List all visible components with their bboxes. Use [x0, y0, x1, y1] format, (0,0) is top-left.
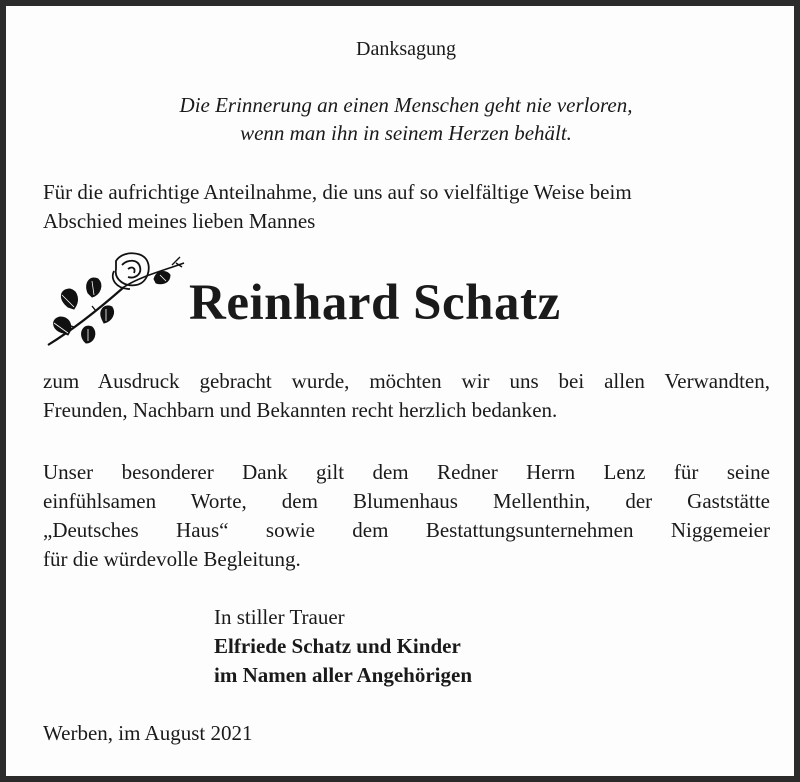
deceased-name: Reinhard Schatz — [189, 275, 561, 331]
special-line-2: einfühlsamen Worte, dem Blumenhaus Mellenthin, der Gaststätte — [43, 489, 770, 513]
quote-line-2: wenn man ihn in seinem Herzen behält. — [240, 121, 572, 145]
special-line-3: „Deutsches Haus“ sowie dem Bestattungsunternehmen Niggemeier — [43, 518, 770, 542]
thanks-line-1: zum Ausdruck gebracht wurde, möchten wir uns bei allen Verwandten, — [43, 369, 770, 393]
intro-line-2: Abschied meines lieben Mannes — [43, 209, 316, 233]
place-date: Werben, im August 2021 — [43, 721, 253, 745]
quote-line-1: Die Erinnerung an einen Menschen geht nie verloren, — [179, 93, 633, 117]
rose-icon — [44, 249, 190, 347]
thanks-line-2: Freunden, Nachbarn und Bekannten recht herzlich bedanken. — [43, 398, 558, 422]
special-line-1: Unser besonderer Dank gilt dem Redner Herrn Lenz für seine — [43, 460, 770, 484]
intro-line-1: Für die aufrichtige Anteilnahme, die uns auf so vielfältige Weise beim — [43, 180, 632, 204]
sign-line-2: Elfriede Schatz und Kinder — [214, 634, 461, 658]
notice-heading: Danksagung — [356, 38, 456, 60]
sign-line-1: In stiller Trauer — [214, 605, 345, 629]
sign-line-3: im Namen aller Angehörigen — [214, 663, 473, 687]
special-line-4: für die würdevolle Begleitung. — [43, 547, 301, 571]
